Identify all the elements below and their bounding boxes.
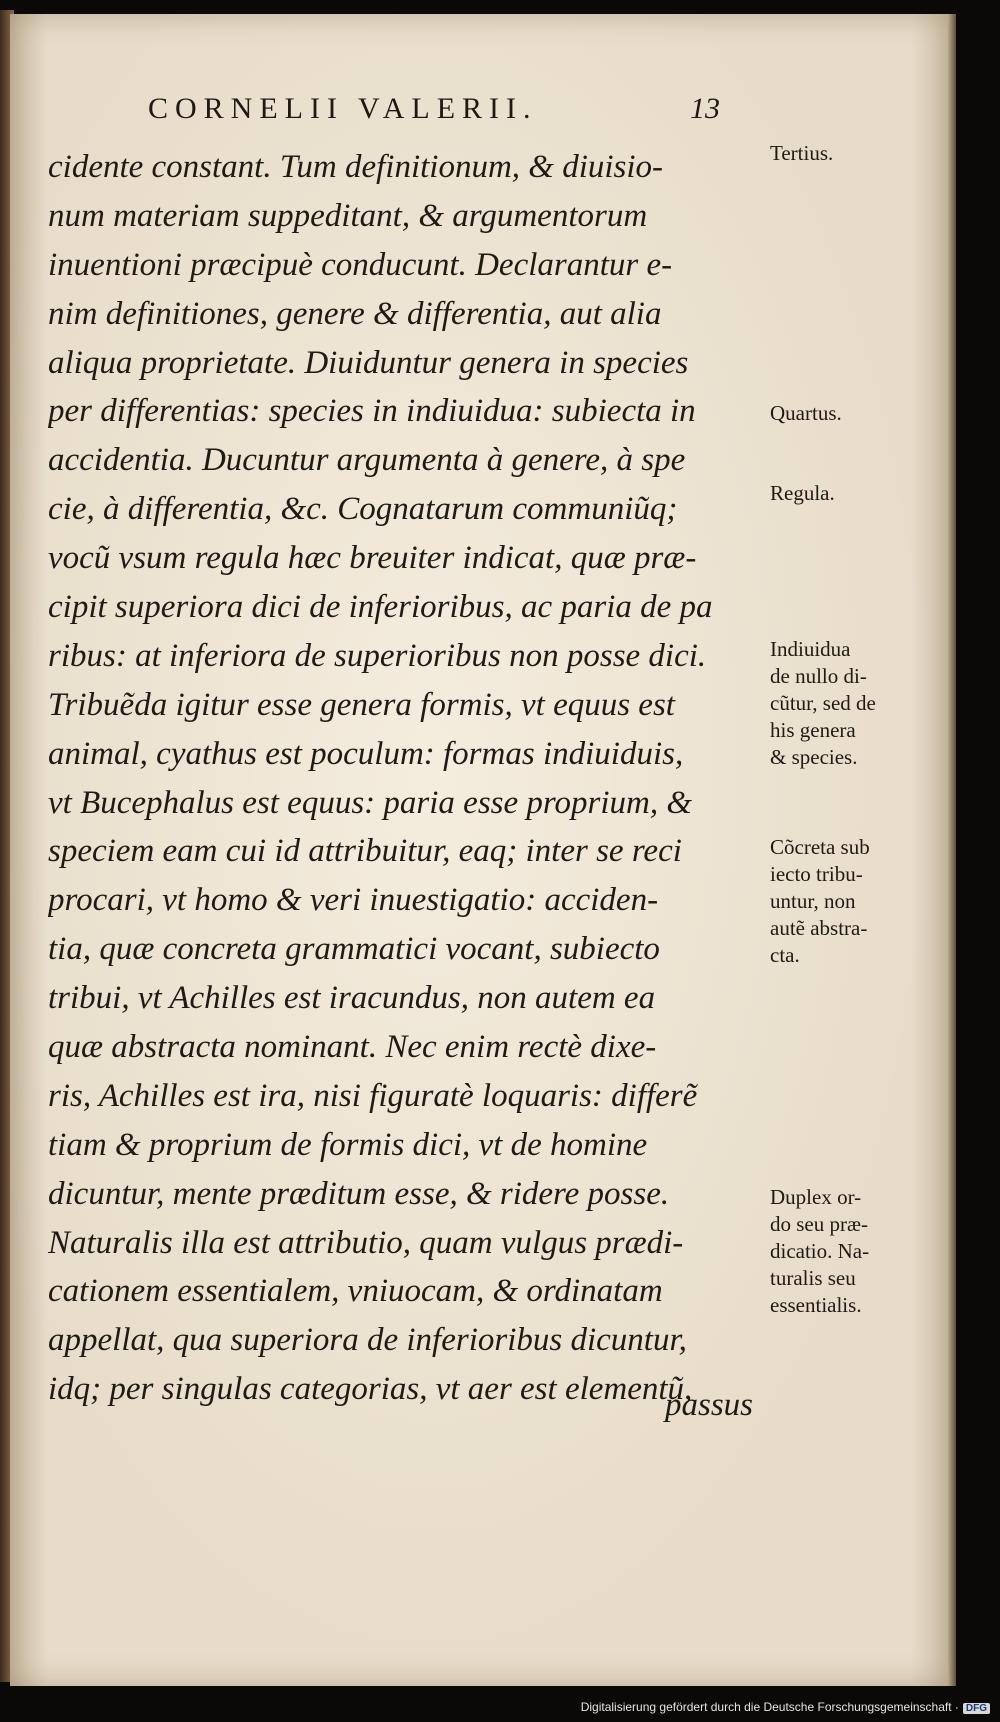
margin-note-line: Quartus. [770, 401, 842, 425]
running-head: CORNELII VALERII. [148, 92, 538, 125]
body-text [48, 143, 768, 1414]
margin-note-line: Tertius. [770, 141, 834, 165]
margin-note-line: dicatio. Na- [770, 1239, 870, 1263]
digitization-credit [581, 1700, 990, 1714]
text-line: tia, quæ concreta grammatici vocant, subiecto [48, 931, 660, 968]
text-line: accidentia. Ducuntur argumenta à genere, à spe [48, 442, 686, 479]
margin-note-cocreta [770, 834, 930, 969]
margin-note-line: de nullo di- [770, 664, 867, 688]
text-line: aliqua proprietate. Diuiduntur genera in species [48, 344, 689, 381]
margin-note-line: do seu præ- [770, 1212, 868, 1236]
text-line: nim definitiones, genere & differentia, aut alia [48, 295, 662, 332]
margin-note-line: cta. [770, 943, 800, 967]
text-line: Naturalis illa est attributio, quam vulgus prædi- [48, 1224, 684, 1261]
page-edge [948, 14, 956, 1686]
text-line: appellat, qua superiora de inferioribus dicuntur, [48, 1322, 687, 1359]
page-number: 13 [690, 92, 720, 125]
margin-note-line: his genera [770, 718, 856, 742]
dfg-logo: DFG [963, 1703, 990, 1714]
margin-note-line: Duplex or- [770, 1185, 862, 1209]
margin-note-line: essentialis. [770, 1293, 862, 1317]
text-line: quæ abstracta nominant. Nec enim rectè dixe- [48, 1029, 657, 1066]
margin-note-tertius [770, 140, 930, 167]
text-line: ris, Achilles est ira, nisi figuratè loquaris: differẽ [48, 1077, 698, 1114]
margin-note-line: Indiuidua [770, 637, 851, 661]
text-line: tiam & proprium de formis dici, vt de homine [48, 1126, 648, 1163]
margin-note-line: cũtur, sed de [770, 691, 876, 715]
text-line: vocũ vsum regula hæc breuiter indicat, quæ præ- [48, 540, 697, 577]
margin-note-line: Regula. [770, 481, 835, 505]
text-line: cie, à differentia, &c. Cognatarum communiũq; [48, 491, 678, 528]
margin-note-line: autẽ abstra- [770, 916, 868, 940]
margin-note-regula [770, 480, 930, 507]
margin-note-indiuidua [770, 636, 930, 771]
margin-note-quartus [770, 400, 930, 427]
margin-note-line: Cõcreta sub [770, 835, 870, 859]
text-line: speciem eam cui id attribuitur, eaq; inter se reci [48, 833, 682, 870]
text-line: Tribuẽda igitur esse genera formis, vt equus est [48, 686, 675, 723]
text-line: cidente constant. Tum definitionum, & diuisio- [48, 149, 664, 185]
text-line: dicuntur, mente præditum esse, & ridere posse. [48, 1175, 670, 1212]
text-line: idq; per singulas categorias, vt aer est elementũ, [48, 1371, 693, 1408]
text-line: procari, vt homo & veri inuestigatio: acciden- [48, 882, 659, 919]
catchword: passus [665, 1387, 754, 1423]
text-line: cipit superiora dici de inferioribus, ac paria de pa [48, 589, 713, 626]
text-line: animal, cyathus est poculum: formas indiuiduis, [48, 735, 684, 772]
text-line: tribui, vt Achilles est iracundus, non autem ea [48, 980, 656, 1017]
text-line: inuentioni præcipuè conducunt. Declarantur e- [48, 246, 673, 283]
margin-note-duplex [770, 1184, 930, 1319]
text-line: num materiam suppeditant, & argumentorum [48, 197, 648, 234]
digitization-credit-text: Digitalisierung gefördert durch die Deutsche Forschungsgemeinschaft · [580, 1700, 959, 1714]
margin-note-line: & species. [770, 745, 858, 769]
text-line: vt Bucephalus est equus: paria esse proprium, & [48, 784, 693, 821]
text-line: cationem essentialem, vniuocam, & ordinatam [48, 1273, 663, 1310]
text-line: ribus: at inferiora de superioribus non posse dici. [48, 637, 707, 674]
margin-note-line: iecto tribu- [770, 862, 863, 886]
text-line: per differentias: species in indiuidua: subiecta in [48, 393, 696, 430]
margin-note-line: turalis seu [770, 1266, 856, 1290]
margin-note-line: untur, non [770, 889, 856, 913]
